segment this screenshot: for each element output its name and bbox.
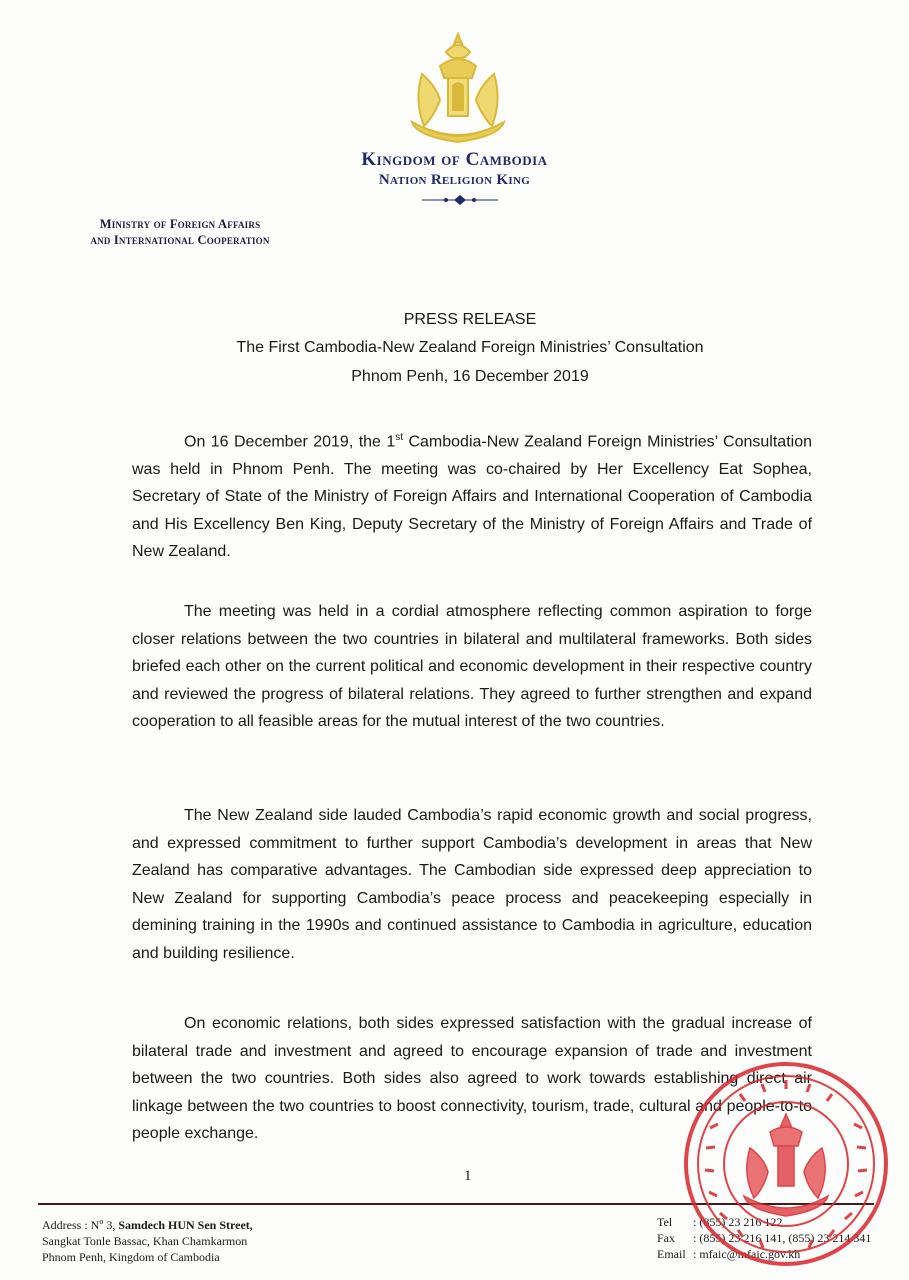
address-street: Samdech HUN Sen Street, bbox=[118, 1218, 253, 1232]
address-line-1 bbox=[42, 1214, 253, 1233]
address-no-sup: o bbox=[99, 1217, 104, 1226]
address-number: 3, bbox=[103, 1218, 119, 1232]
fax-label: Fax bbox=[657, 1231, 675, 1245]
p1-text-d: , Secretary of State of the Ministry of Foreign Affairs and International Cooperation of Cambodia and bbox=[132, 460, 812, 533]
ministry-line-2: and International Cooperation bbox=[90, 233, 270, 247]
tel-label: Tel bbox=[657, 1215, 673, 1229]
fax-value: : (855) 23 216 141, (855) 23 214 341 bbox=[693, 1231, 872, 1245]
p1-text-b: Cambodia-New Zealand Foreign Ministries’ Consultation was held in Phnom Penh. The meeting was co-chaired by bbox=[132, 433, 812, 478]
paragraph-4: On economic relations, both sides expressed satisfaction with the gradual increase of bilateral trade and investment and agreed to encourage expansion of trade and investment between the two countries. Both sides also agreed to work towards establishing direct air linkage between the two countries to boost connectivity, tourism, trade, cultural and people-to-to people exchange. bbox=[132, 1015, 812, 1142]
ornament-divider-icon bbox=[420, 194, 500, 206]
p1-text-f: , Deputy Secretary of the Ministry of Foreign Affairs and Trade of New Zealand. bbox=[132, 515, 813, 561]
paragraph-3: The New Zealand side lauded Cambodia’s rapid economic growth and social progress, and expressed commitment to further support Cambodia’s development in areas that New Zealand has comparative advantages. The Cambodian side expressed deep appreciation to New Zealand for supporting Cambodia’s peace process and peacekeeping especially in demining training in the 1990s and continued assistance to Cambodia in agriculture, education and building resilience. bbox=[132, 807, 812, 962]
ministry-name bbox=[40, 216, 320, 248]
address-label: Address : N bbox=[42, 1218, 100, 1232]
footer-address bbox=[42, 1214, 253, 1265]
tel-value: : (855) 23 216 122 bbox=[693, 1215, 783, 1229]
document-kind: PRESS RELEASE bbox=[403, 311, 537, 328]
official-seal-stamp-icon bbox=[680, 1058, 892, 1270]
p1-cochair-2: His Excellency Ben King bbox=[164, 515, 342, 533]
paragraph-2: The meeting was held in a cordial atmosphere reflecting common aspiration to forge closer relations between the two countries in bilateral and multilateral frameworks. Both sides briefed each other on the current political and economic development in their respective country and reviewed the progress of bilateral relations. They agreed to further strengthen and expand cooperation to all feasible areas for the mutual interest of the two countries. bbox=[132, 603, 812, 730]
kingdom-heading: Kingdom of Cambodia bbox=[361, 149, 548, 170]
document-subject: The First Cambodia-New Zealand Foreign Ministries’ Consultation bbox=[236, 339, 704, 356]
page-number: 1 bbox=[464, 1168, 472, 1184]
p1-cochair-1: Her Excellency Eat Sophea bbox=[596, 460, 808, 478]
place-and-date: Phnom Penh, 16 December 2019 bbox=[351, 368, 589, 385]
p1-text-a: On 16 December 2019, the 1 bbox=[184, 433, 396, 451]
address-line-3: Phnom Penh, Kingdom of Cambodia bbox=[42, 1250, 220, 1264]
royal-emblem-icon bbox=[400, 30, 516, 148]
email-value: : mfaic@mfaic.gov.kh bbox=[693, 1247, 801, 1261]
paragraph-1 bbox=[132, 424, 812, 566]
address-line-2: Sangkat Tonle Bassac, Khan Chamkarmon bbox=[42, 1234, 248, 1248]
p1-ordinal-sup: st bbox=[395, 432, 404, 443]
email-label: Email bbox=[657, 1247, 686, 1261]
ministry-line-1: Ministry of Foreign Affairs bbox=[99, 217, 261, 231]
national-motto: Nation Religion King bbox=[378, 172, 531, 188]
